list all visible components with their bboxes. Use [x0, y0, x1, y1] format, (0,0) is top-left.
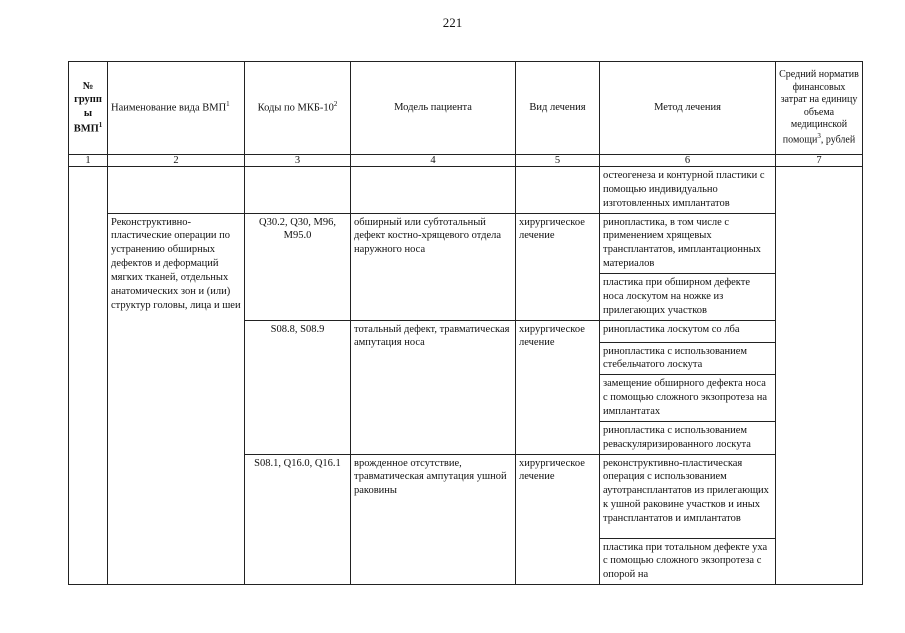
column-number: 2 — [108, 155, 245, 167]
method-cell: ринопластика лоскутом со лба — [600, 320, 776, 342]
header-group-number: № групп ы ВМП$^1$ — [69, 62, 108, 155]
table-row — [69, 213, 863, 273]
column-number: 6 — [600, 155, 776, 167]
model-cell: тотальный дефект, травматическая ампутация носа — [351, 320, 516, 454]
header-treatment-type: Вид лечения — [516, 62, 600, 155]
method-cell: ринопластика с использованием стебельчатого лоскута — [600, 342, 776, 375]
column-number: 4 — [351, 155, 516, 167]
model-cell-empty — [351, 167, 516, 214]
vmp-table — [68, 61, 863, 585]
method-cell: замещение обширного дефекта носа с помощью сложного экзопротеза на имплантатах — [600, 375, 776, 422]
treatment-cell-empty — [516, 167, 600, 214]
vmp-name-cell: Реконструктивно-пластические операции по устранению обширных дефектов и деформаций мягких тканей, отдельных анатомических зон и (или) структур головы, лица и шеи — [108, 213, 245, 585]
method-cell: ринопластика с использованием реваскуляризированного лоскута — [600, 421, 776, 454]
codes-cell: S08.1, Q16.0, Q16.1 — [245, 454, 351, 585]
column-number: 5 — [516, 155, 600, 167]
method-cell: реконструктивно-пластическая операция с использованием аутотрансплантатов из прилегающих к ушной раковине участков и иных трансплантатов и имплантатов — [600, 454, 776, 538]
column-number: 7 — [776, 155, 863, 167]
header-cost: Средний норматив финансовых затрат на единицу объема медицинской помощи$^3$, рублей — [776, 62, 863, 155]
method-cell: пластика при обширном дефекте носа лоскутом на ножке из прилегающих участков — [600, 274, 776, 321]
method-cell: ринопластика, в том числе с применением хрящевых трансплантатов, имплантационных материалов — [600, 213, 776, 273]
header-patient-model: Модель пациента — [351, 62, 516, 155]
model-cell: врожденное отсутствие, травматическая ампутация ушной раковины — [351, 454, 516, 585]
column-number-row — [69, 155, 863, 167]
header-icd-codes: Коды по МКБ-$10^2$ — [245, 62, 351, 155]
header-row — [69, 62, 863, 155]
header-vmp-name: Наименование вида ВМП$^1$ — [108, 62, 245, 155]
column-number: 1 — [69, 155, 108, 167]
table-row — [69, 167, 863, 214]
method-cell: пластика при тотальном дефекте уха с помощью сложного экзопротеза с опорой на — [600, 538, 776, 585]
cost-cell — [776, 167, 863, 585]
codes-cell: Q30.2, Q30, M96, M95.0 — [245, 213, 351, 320]
codes-cell: S08.8, S08.9 — [245, 320, 351, 454]
column-number: 3 — [245, 155, 351, 167]
treatment-cell: хирургическое лечение — [516, 454, 600, 585]
header-treatment-method: Метод лечения — [600, 62, 776, 155]
group-number-cell — [69, 167, 108, 585]
treatment-cell: хирургическое лечение — [516, 320, 600, 454]
model-cell: обширный или субтотальный дефект костно-хрящевого отдела наружного носа — [351, 213, 516, 320]
method-cell: остеогенеза и контурной пластики с помощью индивидуально изготовленных имплантатов — [600, 167, 776, 214]
treatment-cell: хирургическое лечение — [516, 213, 600, 320]
codes-cell-empty — [245, 167, 351, 214]
vmp-name-cell-empty — [108, 167, 245, 214]
page-number: 221 — [442, 15, 463, 30]
